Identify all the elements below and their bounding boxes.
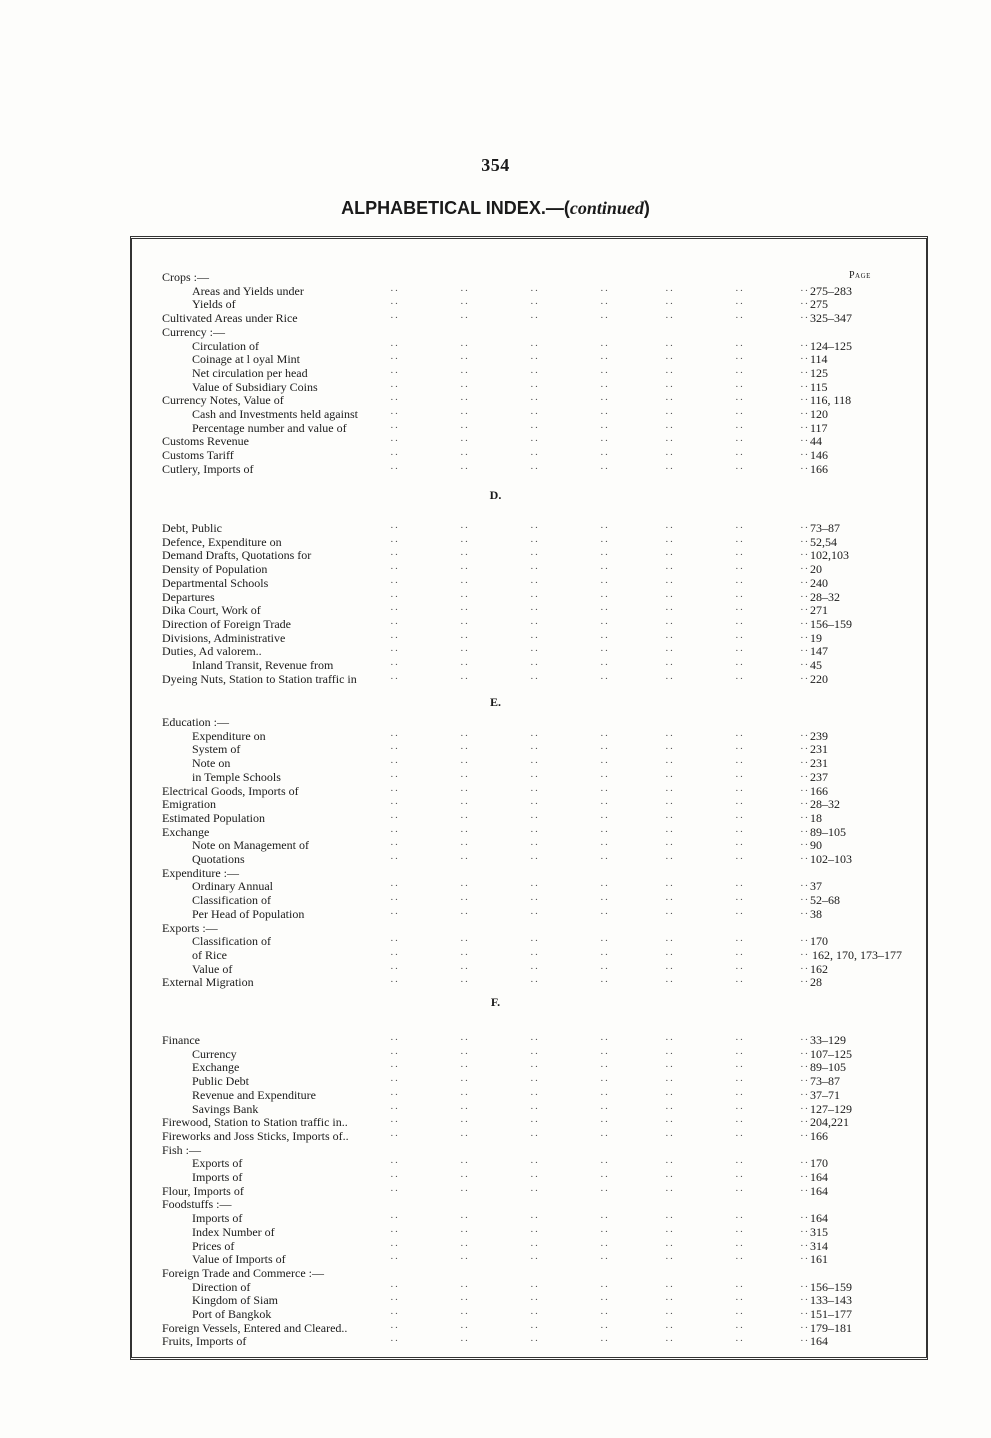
entry-label: Areas and Yields under [192,283,304,298]
section-heading: D. [489,488,502,502]
index-entry: Imports of ·· ·· ·· ·· ·· ·· ·· 164 [162,1211,902,1225]
entry-label: Fruits, Imports of [162,1334,247,1349]
entry-label: Duties, Ad valorem.. [162,644,262,659]
index-entry [162,325,902,339]
entry-page: 162 [810,961,828,976]
entry-label: Imports of [192,1211,243,1226]
entry-page: 124–125 [810,338,852,353]
entry-label: Port of Bangkok [192,1307,272,1321]
index-entry: Finance ·· ·· ·· ·· ·· ·· ·· 33–129 [162,1033,902,1047]
index-entry: Value of Subsidiary Coins ·· ·· ·· ·· ·· ·· ·· 115 [162,380,902,394]
index-entry: Duties, Ad valorem.. ·· ·· ·· ·· ·· ·· ·· 147 [162,644,902,658]
index-entry: Customs Tariff ·· ·· ·· ·· ·· ·· ·· 146 [162,448,902,462]
index-entry: External Migration ·· ·· ·· ·· ·· ·· ·· 28 [162,975,902,989]
entry-label: Direction of Foreign Trade [162,616,291,631]
entry-label: Cultivated Areas under Rice [162,311,298,326]
entry-label: Electrical Goods, Imports of [162,783,299,798]
entry-page: 166 [810,1128,828,1143]
entry-page: 275–283 [810,283,852,298]
entry-label: Firewood, Station to Station traffic in.. [162,1115,348,1130]
index-entry: Port of Bangkok ·· ·· ·· ·· ·· ·· ·· 151–177 [162,1307,902,1321]
entry-label: Customs Tariff [162,448,234,463]
title-italic: continued [569,198,644,218]
entry-page: 156–159 [810,616,852,631]
index-entry: Estimated Population ·· ·· ·· ·· ·· ·· ·· 18 [162,811,902,825]
index-entry: Density of Population ·· ·· ·· ·· ·· ·· ·· 20 [162,562,902,576]
entry-page: 146 [810,448,828,463]
entry-label: Demand Drafts, Quotations for [162,548,312,563]
entry-label: Defence, Expenditure on [162,534,282,549]
index-entry [162,1266,902,1280]
page-number: 354 [481,155,510,175]
entry-label: Fireworks and Joss Sticks, Imports of.. [162,1128,349,1143]
index-entry: Coinage at l oyal Mint ·· ·· ·· ·· ·· ·· ·· 114 [162,352,902,366]
entry-page: 133–143 [810,1293,852,1308]
entry-page: 107–125 [810,1046,852,1061]
index-entry: Emigration ·· ·· ·· ·· ·· ·· ·· 28–32 [162,797,902,811]
entry-page: 161 [810,1252,828,1267]
index-entry: Currency Notes, Value of ·· ·· ·· ·· ·· ·· ·· 116, 118 [162,393,902,407]
index-entry: Debt, Public ·· ·· ·· ·· ·· ·· ·· 73–87 [162,521,902,535]
entry-label: Customs Revenue [162,434,249,449]
page-column-header: Page [849,270,871,281]
entry-label: Quotations [192,852,245,866]
entry-label: Dyeing Nuts, Station to Station traffic in [162,671,357,686]
entry-label: Ordinary Annual [192,879,273,894]
entry-label: Note on [192,756,231,771]
index-entry: Percentage number and value of ·· ·· ·· ·· ·· ·· ·· 117 [162,421,902,435]
entry-page: 314 [810,1238,828,1253]
entry-label: Value of Subsidiary Coins [192,379,318,394]
entry-page: 90 [810,838,822,853]
index-entry: Value of Imports of ·· ·· ·· ·· ·· ·· ·· 161 [162,1252,902,1266]
entry-label: Currency [192,1046,237,1061]
entry-label: Foreign Trade and Commerce :— [162,1265,324,1280]
entry-label: Inland Transit, Revenue from [192,658,334,672]
entry-label: Revenue and Expenditure [192,1087,316,1102]
index-entry: Value of ·· ·· ·· ·· ·· ·· ·· 162 [162,962,902,976]
entry-page: 170 [810,1156,828,1171]
entry-label: Divisions, Administrative [162,630,286,645]
entry-page: 115 [810,379,828,394]
entry-label: Dika Court, Work of [162,603,261,618]
entry-page: 204,221 [810,1115,849,1130]
entry-page: 240 [810,575,828,590]
entry-page: 156–159 [810,1279,852,1294]
entry-label: Foodstuffs :— [162,1197,232,1212]
index-entry [162,1143,902,1157]
entry-label: Education :— [162,715,229,729]
index-entry: Note on Management of ·· ·· ·· ·· ·· ·· ·· 90 [162,838,902,852]
index-entry [162,270,902,284]
entry-label: Kingdom of Siam [192,1293,278,1308]
index-entry: Exports of ·· ·· ·· ·· ·· ·· ·· 170 [162,1156,902,1170]
entry-label: Exports :— [162,920,218,935]
entry-label: Crops :— [162,270,210,284]
entry-page: 164 [810,1170,828,1184]
entry-label: Debt, Public [162,521,222,535]
entry-label: Value of Imports of [192,1252,286,1267]
title-main: ALPHABETICAL INDEX.—( [341,198,570,218]
entry-page: 151–177 [810,1307,852,1321]
index-entry: Electrical Goods, Imports of ·· ·· ·· ·· ·· ·· ·· 166 [162,784,902,798]
entry-label: Departures [162,589,215,604]
index-entry [162,866,902,880]
index-entry: Public Debt ·· ·· ·· ·· ·· ·· ·· 73–87 [162,1074,902,1088]
entry-page: 20 [810,562,822,577]
index-entry: Flour, Imports of ·· ·· ·· ·· ·· ·· ·· 164 [162,1184,902,1198]
entry-label: External Migration [162,975,254,990]
index-entry: Dika Court, Work of ·· ·· ·· ·· ·· ·· ·· 271 [162,603,902,617]
entry-label: Coinage at l oyal Mint [192,352,300,367]
entry-page: 164 [810,1211,828,1226]
index-entry: Net circulation per head ·· ·· ·· ·· ·· ·· ·· 125 [162,366,902,380]
index-entry: Departmental Schools ·· ·· ·· ·· ·· ·· ·· 240 [162,576,902,590]
index-entry [162,921,902,935]
entry-label: Cutlery, Imports of [162,461,254,476]
index-entry: Circulation of ·· ·· ·· ·· ·· ·· ·· 124–125 [162,339,902,353]
entry-page: 28 [810,975,822,990]
section-heading: E. [489,695,501,709]
entry-label: Currency :— [162,324,225,339]
index-entry: Firewood, Station to Station traffic in.. ·· ·· ·· ·· ·· ·· ·· 204,221 [162,1115,902,1129]
index-entry: Quotations ·· ·· ·· ·· ·· ·· ·· 102–103 [162,852,902,866]
index-entry: System of ·· ·· ·· ·· ·· ·· ·· 231 [162,742,902,756]
entry-page: 147 [810,644,828,659]
entry-page: 44 [810,434,822,449]
entry-label: Expenditure :— [162,865,239,880]
entry-page: 37 [810,879,822,894]
entry-page: 18 [810,810,822,825]
entry-page: 116, 118 [810,393,852,408]
entry-label: Per Head of Population [192,906,305,921]
index-entry: Currency ·· ·· ·· ·· ·· ·· ·· 107–125 [162,1047,902,1061]
page-title [0,198,991,219]
index-entry: Ordinary Annual ·· ·· ·· ·· ·· ·· ·· 37 [162,879,902,893]
entry-page: 231 [810,742,828,757]
entry-page: 170 [810,934,828,949]
entry-label: Index Number of [192,1224,275,1239]
index-entry: Classification of ·· ·· ·· ·· ·· ·· ·· 170 [162,934,902,948]
entry-page: 52–68 [810,893,840,908]
entry-page: 179–181 [810,1320,852,1335]
index-entry: Direction of ·· ·· ·· ·· ·· ·· ·· 156–159 [162,1280,902,1294]
index-entry [162,1197,902,1211]
index-entry: of Rice ·· ·· ·· ·· ·· ·· ·· 162, 170, 173–177 [192,947,902,962]
index-entry: Per Head of Population ·· ·· ·· ·· ·· ·· ·· 38 [162,907,902,921]
entry-page: 28–32 [810,589,840,604]
index-entry [162,715,902,729]
entry-page: 162, 170, 173–177 [812,947,902,962]
entry-label: Estimated Population [162,810,265,825]
entry-page: 52,54 [810,534,837,549]
entry-page: 166 [810,461,828,476]
index-entry: in Temple Schools ·· ·· ·· ·· ·· ·· ·· 237 [162,770,902,784]
entry-label: Cash and Investments held against [192,407,358,421]
entry-page: 127–129 [810,1101,852,1116]
entry-page: 315 [810,1224,828,1239]
index-entry: Divisions, Administrative ·· ·· ·· ·· ·· ·· ·· 19 [162,631,902,645]
entry-label: Currency Notes, Value of [162,393,284,408]
entry-label: Exchange [192,1060,240,1075]
index-entry: Dyeing Nuts, Station to Station traffic in ·· ·· ·· ·· ·· ·· ·· 220 [162,672,902,686]
index-entry: Kingdom of Siam ·· ·· ·· ·· ·· ·· ·· 133–143 [162,1293,902,1307]
entry-label: Direction of [192,1279,251,1294]
entry-page: 102–103 [810,852,852,866]
index-entry: Foreign Vessels, Entered and Cleared.. ·· ·· ·· ·· ·· ·· ·· 179–181 [162,1321,902,1335]
entry-page: 166 [810,783,828,798]
entry-label: Fish :— [162,1142,202,1157]
index-entry: Demand Drafts, Quotations for ·· ·· ·· ·· ·· ·· ·· 102,103 [162,548,902,562]
section-heading: F. [490,995,501,1009]
entry-label: Finance [162,1033,200,1047]
entry-label: Classification of [192,934,271,949]
index-entry: Cultivated Areas under Rice ·· ·· ·· ·· ·· ·· ·· 325–347 [162,311,902,325]
entry-label: Percentage number and value of [192,420,347,435]
index-entry: Departures ·· ·· ·· ·· ·· ·· ·· 28–32 [162,590,902,604]
entry-page: 28–32 [810,797,840,812]
entry-label: Savings Bank [192,1101,259,1116]
index-entry: Savings Bank ·· ·· ·· ·· ·· ·· ·· 127–129 [162,1102,902,1116]
entry-page: 89–105 [810,824,846,839]
index-entry: Prices of ·· ·· ·· ·· ·· ·· ·· 314 [162,1239,902,1253]
entry-label: Foreign Vessels, Entered and Cleared.. [162,1320,348,1335]
entry-label: Exports of [192,1156,243,1171]
index-entry: Imports of ·· ·· ·· ·· ·· ·· ·· 164 [162,1170,902,1184]
index-entry: Index Number of ·· ·· ·· ·· ·· ·· ·· 315 [162,1225,902,1239]
entry-label: Note on Management of [192,838,309,853]
entry-label: in Temple Schools [192,769,281,784]
entry-page: 38 [810,906,822,921]
entry-page: 164 [810,1183,828,1198]
entry-page: 102,103 [810,548,849,563]
entry-page: 114 [810,352,828,367]
entry-label: Emigration [162,797,216,812]
entry-page: 275 [810,297,828,312]
index-entry: Customs Revenue ·· ·· ·· ·· ·· ·· ·· 44 [162,434,902,448]
index-entry: Cutlery, Imports of ·· ·· ·· ·· ·· ·· ·· 166 [162,462,902,476]
index-entry: Areas and Yields under ·· ·· ·· ·· ·· ·· ·· 275–283 [162,284,902,298]
entry-page: 89–105 [810,1060,846,1075]
title-close: ) [643,198,650,218]
entry-page: 73–87 [810,521,840,535]
entry-page: 33–129 [810,1033,846,1047]
entry-label: Flour, Imports of [162,1183,244,1198]
entry-page: 73–87 [810,1074,840,1089]
index-entry: Expenditure on ·· ·· ·· ·· ·· ·· ·· 239 [162,729,902,743]
entry-page: 164 [810,1334,828,1349]
entry-label: Value of [192,961,233,976]
index-entry: Defence, Expenditure on ·· ·· ·· ·· ·· ·· ·· 52,54 [162,535,902,549]
entry-label: Exchange [162,824,210,839]
entry-label: Density of Population [162,562,268,577]
index-entry: Revenue and Expenditure ·· ·· ·· ·· ·· ·· ·· 37–71 [162,1088,902,1102]
index-entry: Direction of Foreign Trade ·· ·· ·· ·· ·· ·· ·· 156–159 [162,617,902,631]
entry-label: Imports of [192,1170,243,1184]
index-entry: Exchange ·· ·· ·· ·· ·· ·· ·· 89–105 [162,1060,902,1074]
entry-page: 45 [810,658,822,672]
entry-page: 117 [810,420,828,435]
index-entry: Fruits, Imports of ·· ·· ·· ·· ·· ·· ·· 164 [162,1334,902,1348]
entry-label: Prices of [192,1238,235,1253]
entry-label: Yields of [192,297,236,312]
entry-page: 237 [810,769,828,784]
entry-label: Departmental Schools [162,575,269,590]
entry-label: System of [192,742,241,757]
entry-label: of Rice [192,947,227,962]
entry-page: 325–347 [810,311,852,326]
index-entry: Inland Transit, Revenue from ·· ·· ·· ·· ·· ·· ·· 45 [162,658,902,672]
entry-label: Circulation of [192,338,259,353]
entry-page: 239 [810,728,828,743]
index-entry: Cash and Investments held against ·· ·· ·· ·· ·· ·· ·· 120 [162,407,902,421]
entry-page: 19 [810,630,822,645]
entry-label: Net circulation per head [192,365,308,380]
entry-page: 271 [810,603,828,618]
index-entry: Exchange ·· ·· ·· ·· ·· ·· ·· 89–105 [162,825,902,839]
entry-page: 37–71 [810,1087,840,1102]
entry-page: 125 [810,365,828,380]
entry-label: Classification of [192,893,271,908]
index-entry: Fireworks and Joss Sticks, Imports of.. ·· ·· ·· ·· ·· ·· ·· 166 [162,1129,902,1143]
entry-page: 220 [810,671,828,686]
entry-label: Expenditure on [192,728,266,743]
entry-page: 231 [810,756,828,771]
entry-page: 120 [810,407,828,421]
index-entry: Note on ·· ·· ·· ·· ·· ·· ·· 231 [162,756,902,770]
index-entry: Yields of ·· ·· ·· ·· ·· ·· ·· 275 [162,297,902,311]
entry-label: Public Debt [192,1074,249,1089]
index-entry: Classification of ·· ·· ·· ·· ·· ·· ·· 52–68 [162,893,902,907]
